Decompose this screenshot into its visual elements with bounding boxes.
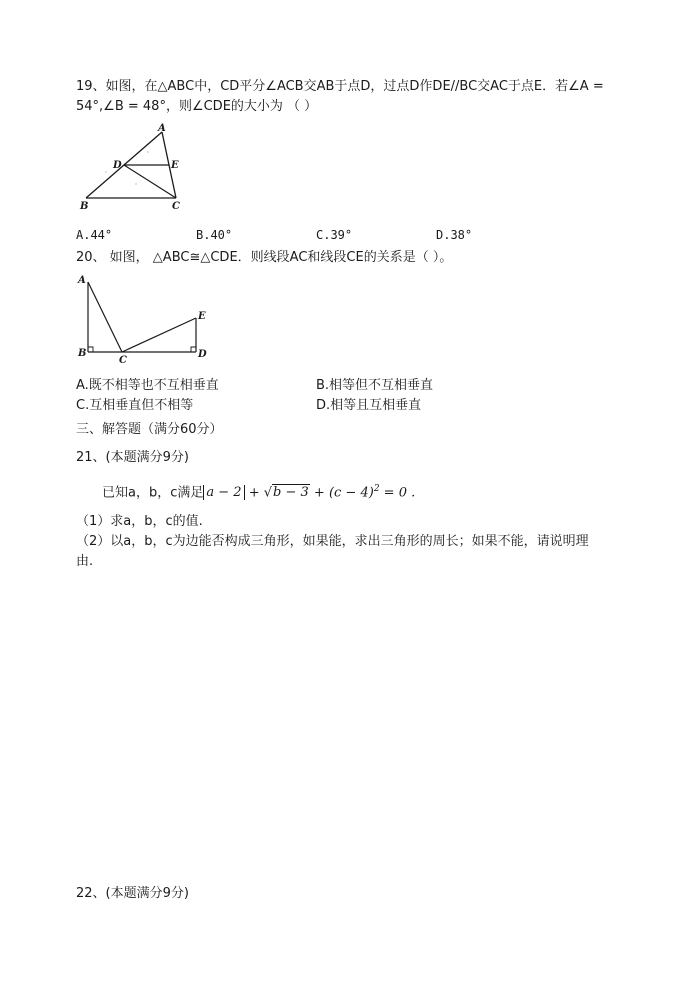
- q20-option-d: D.相等且互相垂直: [316, 398, 422, 413]
- q22-header: 22、(本题满分9分): [76, 886, 189, 901]
- q20-label-d: D: [198, 349, 207, 360]
- q21-square-term: (c − 4): [328, 485, 374, 501]
- q21-header: 21、(本题满分9分): [76, 450, 189, 465]
- q21-part2-line2: 由.: [76, 554, 94, 569]
- q19-label-c: C: [172, 201, 180, 212]
- q20-label-b: B: [78, 348, 87, 359]
- q19-triangle-figure: [76, 122, 188, 212]
- q19-option-c: C.39°: [316, 228, 353, 242]
- q20-triangles-figure: [76, 272, 216, 364]
- q21-abs-term: a − 2: [203, 485, 244, 500]
- q20-option-c: C.互相垂直但不相等: [76, 398, 194, 413]
- q19-text-line2: 54°,∠B = 48°，则∠CDE的大小为 （ ）: [76, 99, 318, 114]
- q21-part2-line1: （2）以a，b，c为边能否构成三角形，如果能，求出三角形的周长；如果不能，请说明理: [76, 534, 589, 549]
- q20-label-c: C: [119, 355, 127, 364]
- q21-part1: （1）求a，b，c的值.: [76, 514, 203, 529]
- q21-sqrt-symbol: √: [263, 485, 273, 501]
- q19-label-a: A: [158, 123, 166, 134]
- q20-right-angle-d: [191, 347, 196, 352]
- q19-option-a: A.44°: [76, 228, 113, 242]
- q21-exponent: 2: [373, 484, 380, 494]
- q20-segment-ac: [88, 282, 122, 352]
- q20-segment-ce: [122, 318, 196, 352]
- q20-label-e: E: [198, 311, 206, 322]
- q20-option-a: A.既不相等也不互相垂直: [76, 378, 219, 393]
- q20-right-angle-b: [88, 347, 93, 352]
- q21-sqrt-term: b − 3: [273, 485, 309, 501]
- q21-given-equation: [102, 480, 415, 502]
- q21-plus-2: +: [309, 485, 329, 501]
- q19-text-line1: 19、如图，在△ABC中，CD平分∠ACB交AB于点D，过点D作DE//BC交AC于点E．若∠A =: [76, 79, 604, 94]
- q20-text-line1: 20、 如图， △ABC≅△CDE．则线段AC和线段CE的关系是（ ）。: [76, 250, 453, 265]
- q19-label-d: D: [113, 160, 122, 171]
- q19-label-b: B: [80, 201, 89, 212]
- q21-plus-1: +: [244, 485, 264, 501]
- q20-label-a: A: [78, 275, 86, 286]
- q20-option-b: B.相等但不互相垂直: [316, 378, 434, 393]
- q19-label-e: E: [171, 160, 179, 171]
- q19-option-b: B.40°: [196, 228, 233, 242]
- q19-option-d: D.38°: [436, 228, 473, 242]
- q21-rhs: = 0 .: [379, 485, 416, 501]
- q21-given-prefix: 已知a，b，c满足: [102, 485, 204, 501]
- section-3-heading: 三、解答题（满分60分）: [76, 422, 223, 437]
